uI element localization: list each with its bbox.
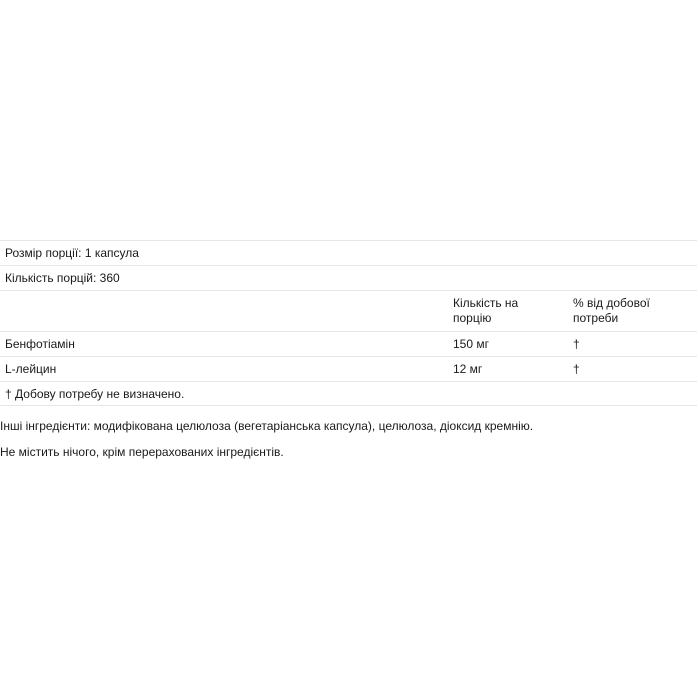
amount-per-serving-header: Кількість на порцію (453, 296, 519, 325)
supplement-facts-table (0, 240, 697, 406)
ingredient-daily-value: † (573, 337, 580, 351)
contains-nothing-else-text: Не містить нічого, крім перерахованих інгредієнтів. (0, 445, 284, 459)
table-row (0, 356, 697, 381)
ingredient-amount: 150 мг (453, 337, 489, 351)
servings-per-container-row (0, 265, 697, 290)
serving-size-text: Розмір порції: 1 капсула (5, 246, 139, 260)
ingredient-name: Бенфотіамін (5, 337, 75, 351)
ingredient-notes (0, 419, 700, 471)
servings-per-container-text: Кількість порцій: 360 (5, 271, 120, 285)
ingredient-amount: 12 мг (453, 362, 483, 376)
daily-value-footnote: † Добову потребу не визначено. (5, 387, 185, 401)
footnote-row (0, 381, 697, 406)
other-ingredients-text: Інші інгредієнти: модифікована целюлоза (вегетаріанська капсула), целюлоза, діоксид кремнію. (0, 419, 534, 433)
daily-value-header: % від добової потреби (573, 296, 650, 325)
serving-size-row (0, 240, 697, 265)
table-row (0, 331, 697, 356)
ingredient-daily-value: † (573, 362, 580, 376)
ingredient-name: L-лейцин (5, 362, 57, 376)
table-header-row (0, 290, 697, 331)
